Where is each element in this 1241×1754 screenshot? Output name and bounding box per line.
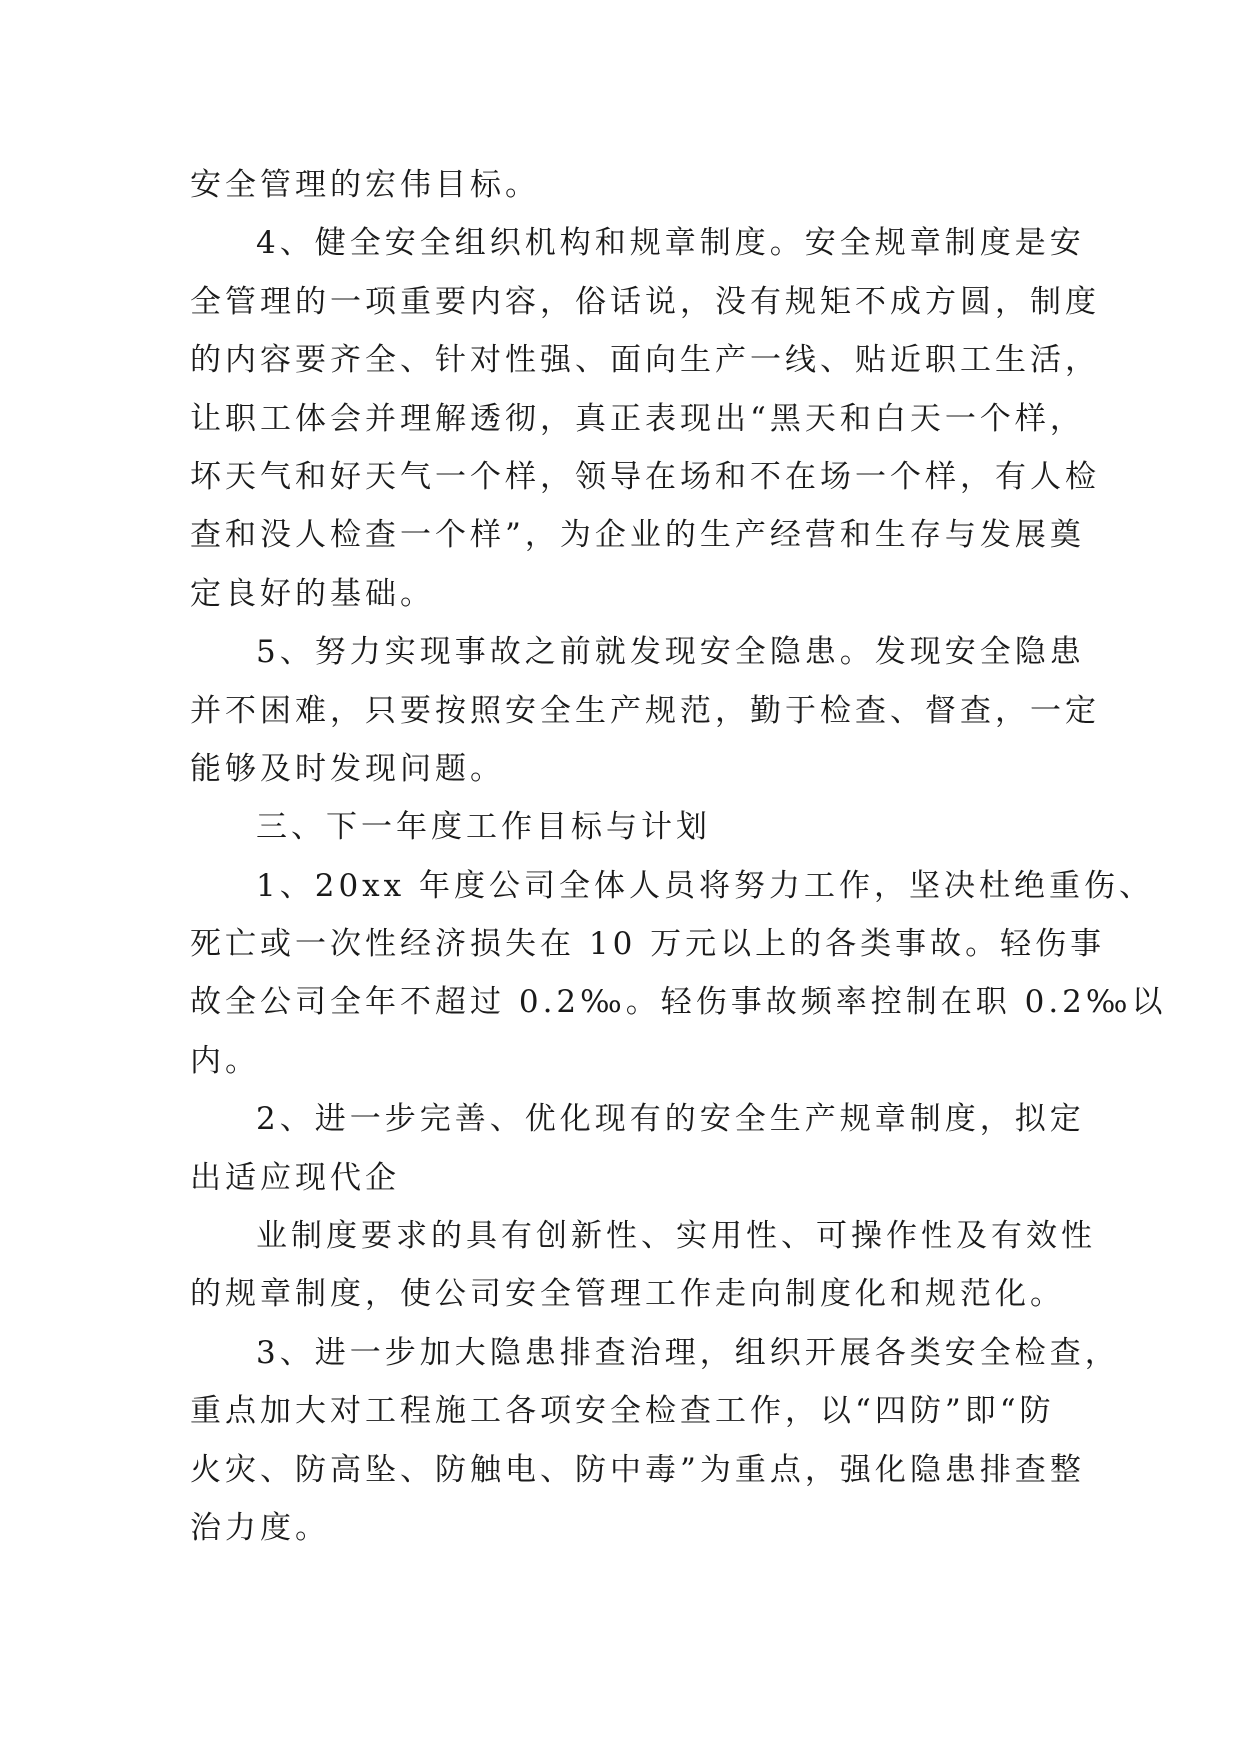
text-line: 查和没人检查一个样”，为企业的生产经营和生存与发展奠 — [190, 517, 1085, 554]
text-line: 的内容要齐全、针对性强、面向生产一线、贴近职工生活， — [190, 342, 1100, 379]
text-line: 火灾、防高坠、防触电、防中毒”为重点，强化隐患排查整 — [190, 1451, 1085, 1488]
text-line: 故全公司全年不超过 0.2‰。轻伤事故频率控制在职 0.2‰以 — [190, 984, 1167, 1021]
text-line: 2、进一步完善、优化现有的安全生产规章制度，拟定 — [256, 1101, 1085, 1138]
text-line: 的规章制度，使公司安全管理工作走向制度化和规范化。 — [190, 1276, 1065, 1313]
text-line: 业制度要求的具有创新性、实用性、可操作性及有效性 — [256, 1218, 1096, 1255]
section-heading: 三、下一年度工作目标与计划 — [256, 809, 711, 846]
text-line: 能够及时发现问题。 — [190, 750, 505, 787]
text-line: 3、进一步加大隐患排查治理，组织开展各类安全检查， — [256, 1334, 1120, 1371]
document-body — [190, 156, 1167, 1557]
text-line: 内。 — [190, 1042, 260, 1079]
text-line: 死亡或一次性经济损失在 10 万元以上的各类事故。轻伤事 — [190, 926, 1106, 963]
text-line: 全管理的一项重要内容，俗话说，没有规矩不成方圆，制度 — [190, 283, 1100, 320]
text-line: 并不困难，只要按照安全生产规范，勤于检查、督查，一定 — [190, 692, 1100, 729]
text-line: 坏天气和好天气一个样，领导在场和不在场一个样，有人检 — [190, 458, 1100, 495]
text-line: 定良好的基础。 — [190, 575, 435, 612]
text-line: 重点加大对工程施工各项安全检查工作，以“四防”即“防 — [190, 1393, 1055, 1430]
text-line: 出适应现代企 — [190, 1159, 400, 1196]
text-line: 治力度。 — [190, 1509, 330, 1546]
text-line: 安全管理的宏伟目标。 — [190, 167, 540, 203]
text-line: 1、20xx 年度公司全体人员将努力工作，坚决杜绝重伤、 — [256, 867, 1154, 904]
text-line: 让职工体会并理解透彻，真正表现出“黑天和白天一个样， — [190, 400, 1085, 437]
text-line: 5、努力实现事故之前就发现安全隐患。发现安全隐患 — [256, 634, 1085, 671]
text-line: 4、健全安全组织机构和规章制度。安全规章制度是安 — [256, 225, 1085, 262]
